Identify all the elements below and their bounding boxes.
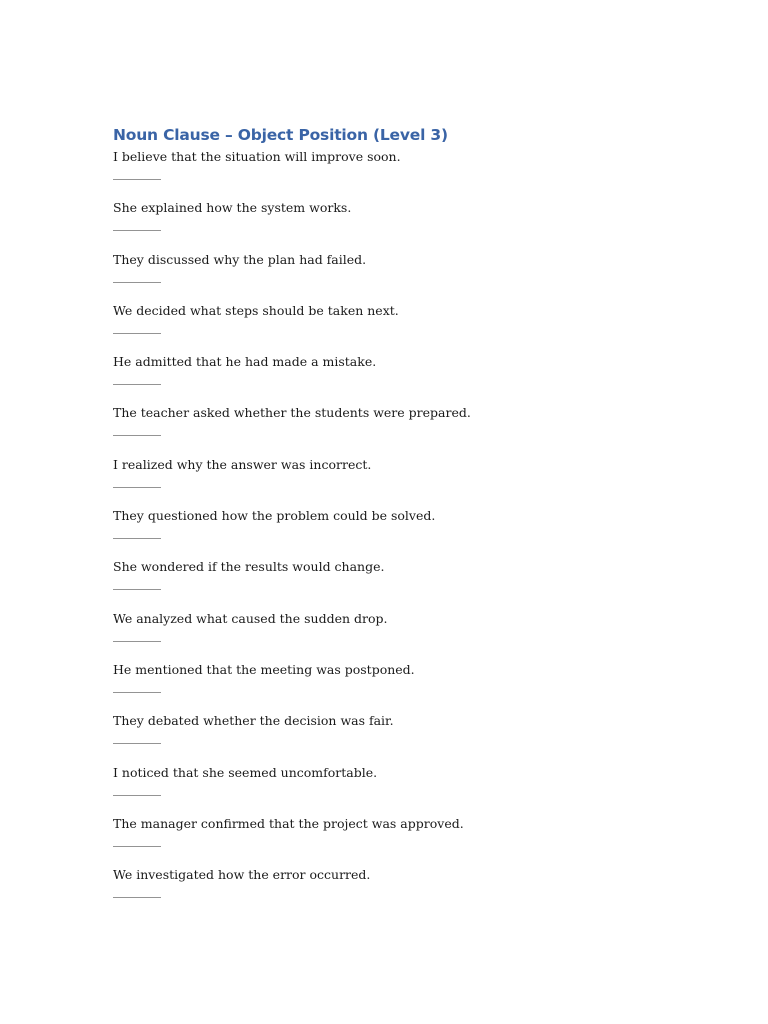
exercise-sentence: We analyzed what caused the sudden drop.: [113, 610, 388, 626]
exercise-item: [113, 147, 673, 198]
exercise-sentence: We decided what steps should be taken next.: [113, 302, 399, 318]
answer-blank: ________: [113, 884, 161, 899]
exercise-sentence: I noticed that she seemed uncomfortable.: [113, 764, 378, 780]
exercise-sentence: They discussed why the plan had failed.: [113, 251, 367, 267]
answer-blank: ________: [113, 627, 161, 642]
exercise-item: [113, 506, 673, 557]
exercise-item: [113, 609, 673, 660]
answer-blank: ________: [113, 730, 161, 745]
exercise-item: [113, 557, 673, 608]
answer-blank: ________: [113, 319, 161, 334]
exercise-item: [113, 455, 673, 506]
exercise-item: [113, 198, 673, 249]
answer-blank: ________: [113, 473, 161, 488]
exercise-item: [113, 711, 673, 762]
exercise-sentence: I believe that the situation will improve soon.: [113, 149, 401, 164]
exercise-sentence: He mentioned that the meeting was postponed.: [113, 661, 415, 677]
exercise-item: [113, 250, 673, 301]
exercise-item: [113, 403, 673, 454]
worksheet-title: Noun Clause – Object Position (Level 3): [113, 126, 448, 144]
worksheet-content: [113, 124, 673, 916]
exercise-item: [113, 763, 673, 814]
answer-blank: ________: [113, 422, 161, 437]
exercise-sentence: I realized why the answer was incorrect.: [113, 456, 372, 472]
answer-blank: ________: [113, 525, 161, 540]
answer-blank: ________: [113, 166, 161, 180]
exercise-sentence: The manager confirmed that the project was approved.: [113, 815, 464, 831]
exercise-sentence: We investigated how the error occurred.: [113, 867, 371, 883]
exercise-list: [113, 147, 673, 916]
exercise-sentence: She explained how the system works.: [113, 200, 352, 216]
answer-blank: ________: [113, 217, 161, 232]
answer-blank: ________: [113, 781, 161, 796]
exercise-sentence: She wondered if the results would change.: [113, 559, 385, 575]
answer-blank: ________: [113, 576, 161, 591]
exercise-item: [113, 865, 673, 916]
answer-blank: ________: [113, 832, 161, 847]
exercise-sentence: They debated whether the decision was fair.: [113, 713, 394, 729]
exercise-sentence: He admitted that he had made a mistake.: [113, 354, 377, 370]
exercise-item: [113, 814, 673, 865]
answer-blank: ________: [113, 268, 161, 283]
exercise-sentence: The teacher asked whether the students were prepared.: [113, 405, 471, 421]
exercise-item: [113, 660, 673, 711]
exercise-item: [113, 352, 673, 403]
answer-blank: ________: [113, 371, 161, 386]
exercise-item: [113, 301, 673, 352]
answer-blank: ________: [113, 678, 161, 693]
exercise-sentence: They questioned how the problem could be solved.: [113, 508, 436, 524]
